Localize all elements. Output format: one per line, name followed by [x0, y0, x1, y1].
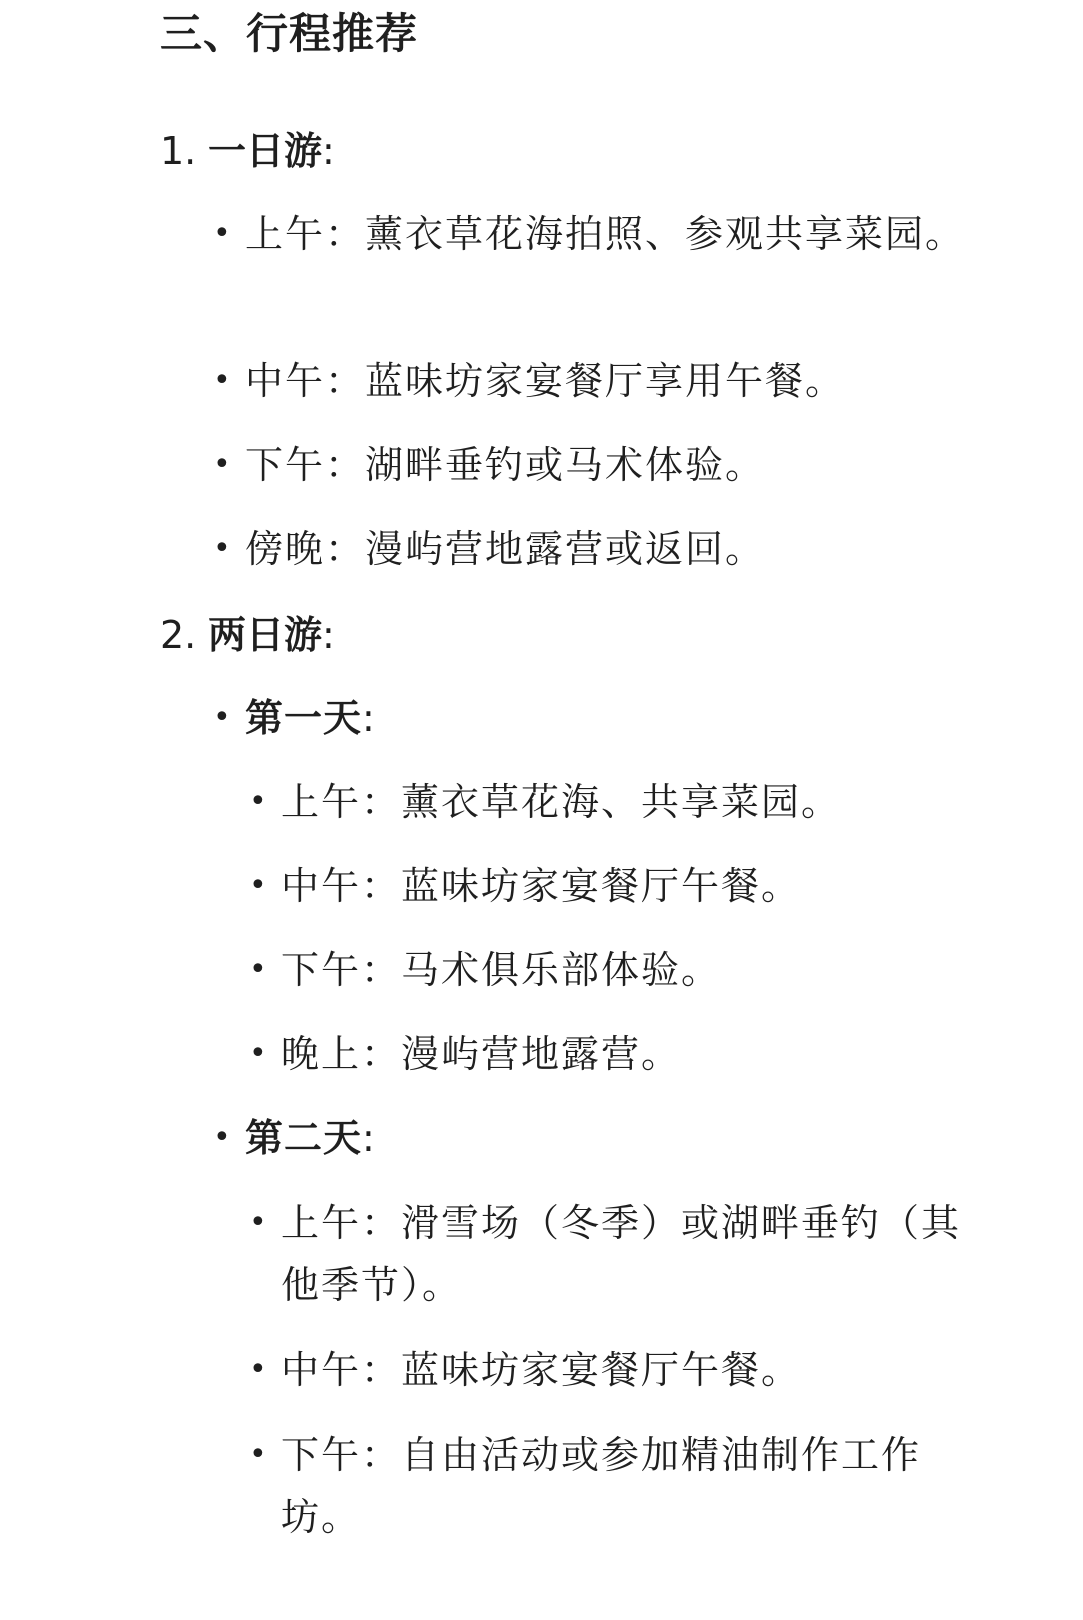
list-item-text: 滑雪场（冬季）或湖畔垂钓（其他季节）。	[281, 1201, 962, 1307]
list-item	[213, 434, 985, 496]
bullet-icon: •	[249, 1205, 267, 1240]
list-item	[213, 518, 985, 580]
ordered-item-title: 两日游	[208, 613, 323, 657]
bullet-icon: •	[249, 1437, 267, 1472]
list-item-text: 薰衣草花海、共享菜园。	[401, 780, 842, 824]
ordered-item-two-day	[160, 610, 335, 660]
bullet-icon: •	[249, 784, 267, 819]
bullet-icon: •	[249, 868, 267, 903]
list-item-label: 上午：	[245, 212, 366, 256]
list-item-label: 中午：	[245, 359, 366, 403]
bullet-icon: •	[213, 1120, 231, 1155]
list-item-day-one	[213, 687, 985, 749]
ordered-item-title: 一日游	[208, 129, 323, 173]
ordered-item-one-day	[160, 126, 335, 176]
list-item-text: 蓝味坊家宴餐厅午餐。	[401, 864, 802, 908]
list-item-label: 中午：	[281, 1348, 402, 1392]
day-title: 第二天	[245, 1116, 363, 1160]
list-item-label: 下午：	[281, 1433, 402, 1477]
list-item-label: 下午：	[245, 443, 366, 487]
day-title-colon: :	[362, 696, 377, 740]
bullet-icon: •	[249, 952, 267, 987]
day-title-colon: :	[362, 1116, 377, 1160]
list-item-text: 漫屿营地露营或返回。	[365, 527, 766, 571]
list-item-label: 下午：	[281, 948, 402, 992]
ordered-item-colon: :	[322, 613, 335, 657]
list-item	[249, 1424, 1001, 1548]
section-title: 三、行程推荐	[160, 9, 419, 58]
list-item-text: 湖畔垂钓或马术体验。	[365, 443, 766, 487]
ordered-item-number: 2.	[160, 613, 197, 657]
list-item-label: 傍晚：	[245, 527, 366, 571]
list-item-label: 晚上：	[281, 1032, 402, 1076]
list-item	[249, 855, 1001, 917]
list-item-label: 上午：	[281, 780, 402, 824]
list-item-text: 蓝味坊家宴餐厅享用午餐。	[365, 359, 846, 403]
list-item-text: 薰衣草花海拍照、参观共享菜园。	[365, 212, 966, 256]
day-title: 第一天	[245, 696, 363, 740]
list-item-day-two	[213, 1107, 985, 1169]
list-item	[213, 203, 985, 265]
bullet-icon: •	[213, 700, 231, 735]
list-item	[249, 771, 1001, 833]
list-item-text: 漫屿营地露营。	[401, 1032, 682, 1076]
bullet-icon: •	[213, 447, 231, 482]
bullet-icon: •	[213, 216, 231, 251]
list-item	[249, 939, 1001, 1001]
list-item-text: 蓝味坊家宴餐厅午餐。	[401, 1348, 802, 1392]
bullet-icon: •	[249, 1036, 267, 1071]
ordered-item-colon: :	[322, 129, 335, 173]
list-item-text: 自由活动或参加精油制作工作坊。	[281, 1433, 922, 1539]
list-item-label: 上午：	[281, 1201, 402, 1245]
bullet-icon: •	[213, 363, 231, 398]
bullet-icon: •	[249, 1352, 267, 1387]
list-item	[249, 1023, 1001, 1085]
list-item-text: 马术俱乐部体验。	[401, 948, 722, 992]
list-item	[213, 350, 985, 412]
list-item	[249, 1192, 1001, 1316]
bullet-icon: •	[213, 531, 231, 566]
ordered-item-number: 1.	[160, 129, 197, 173]
list-item	[249, 1339, 1001, 1401]
list-item-label: 中午：	[281, 864, 402, 908]
